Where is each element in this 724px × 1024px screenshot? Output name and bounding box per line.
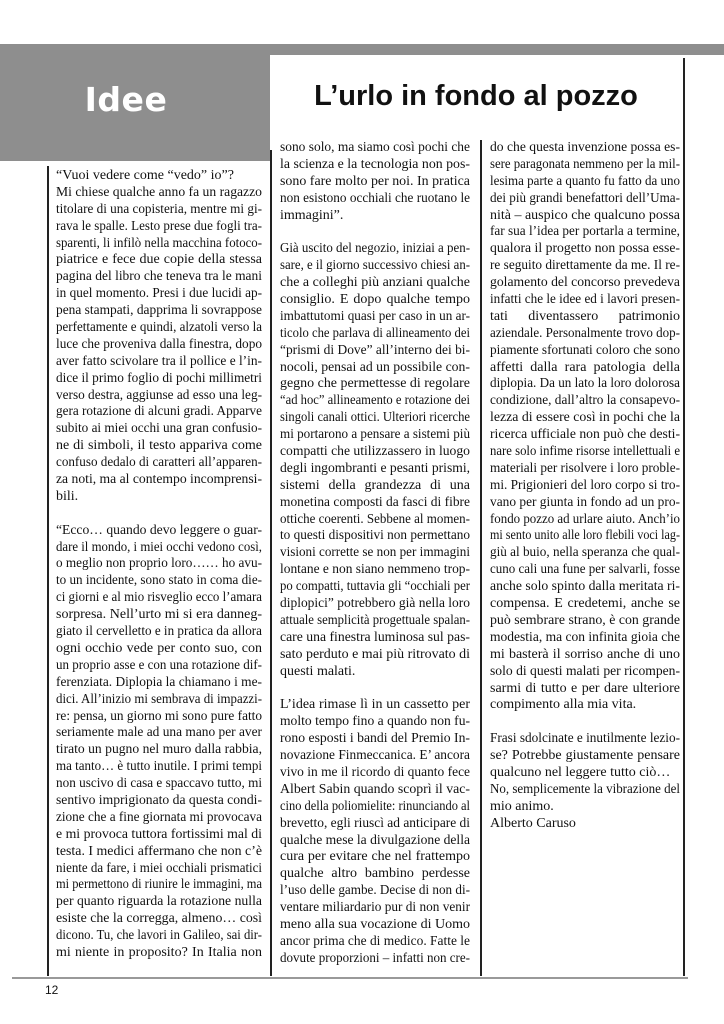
text-line-content: bili. [56, 488, 79, 504]
text-line [280, 545, 470, 562]
text-line [490, 579, 680, 596]
text-line-content: mi. Prigionieri del loro corpo si tro- [490, 477, 680, 493]
text-line-content: ticolo che parlava di allineamento dei [280, 325, 470, 341]
text-line-content: nare solo infime risorse intellettuali e [490, 444, 680, 460]
text-line [56, 337, 262, 354]
text-line [280, 360, 470, 377]
text-line-content: dice il primo foglio di pochi millimetri [56, 370, 262, 386]
text-line [490, 748, 680, 765]
text-line [56, 742, 262, 759]
text-line-content: nocoli, pensai ad un possibile con- [280, 359, 470, 375]
text-line-content: novazione Finmeccanica. E’ ancora [280, 748, 470, 764]
text-line [56, 303, 262, 320]
text-line [490, 275, 680, 292]
text-line [56, 421, 262, 438]
text-line-content: sato perduto e mai più ritrovato di [280, 646, 470, 662]
text-line [490, 528, 680, 545]
text-line-content: che a colleghi più anziani qualche [280, 275, 470, 291]
text-line [280, 833, 470, 850]
text-line-content: immagini”. [280, 207, 344, 223]
text-line-content: può sembrare strano, è con grande [490, 612, 680, 628]
text-line [280, 376, 470, 393]
text-line [56, 252, 262, 269]
text-line-content: titolare di una copisteria, mentre mi gi- [56, 201, 262, 217]
text-line [56, 202, 262, 219]
text-line-content: pagina del libro che teneva tra le mani [56, 269, 262, 285]
column-rule [480, 140, 482, 976]
text-line-content: tati diventassero patrimonio [490, 308, 680, 324]
text-line [490, 208, 680, 225]
text-line [56, 320, 262, 337]
text-line [490, 241, 680, 258]
text-line [490, 224, 680, 241]
text-line [280, 697, 470, 714]
text-line-content: monetina composti da fasci di fibre [280, 494, 470, 510]
text-line [490, 292, 680, 309]
text-line-content: solo di questi malati per ricompen- [490, 663, 680, 679]
text-line-content: se? Potrebbe giustamente pensare [490, 748, 680, 764]
text-line-content: care una finestra luminosa sul pas- [280, 629, 470, 645]
text-line-content: modestia, ma con infinita gioia che [490, 629, 680, 645]
text-line [56, 388, 262, 405]
text-line [280, 630, 470, 647]
text-line [56, 793, 262, 810]
text-line-content: imbattutomi quasi per caso in un ar- [280, 308, 470, 324]
text-line-content: visioni corrette se non per immagini [280, 545, 470, 561]
text-line-content: infatti che le idee ed i lavori presen- [490, 292, 680, 308]
text-line-content: singoli canali ottici. Ulteriori ricerche [280, 410, 470, 426]
text-line-content: mio animo. [490, 798, 554, 814]
text-line-content: qualcuno nel leggere tutto ciò… [490, 764, 671, 780]
text-line [56, 607, 262, 624]
text-line [280, 900, 470, 917]
text-line-content: niente da fare, i miei occhiali prismatici [56, 860, 262, 876]
text-line [56, 624, 262, 641]
text-line [56, 489, 262, 506]
column-rule [47, 166, 49, 976]
text-line-content: rava le spalle. Lesto prese due fogli tra- [56, 218, 262, 234]
text-line-content: l’uso delle gambe. Decise di non di- [280, 883, 470, 899]
text-line [280, 478, 470, 495]
text-line-content: sare, e il giorno successivo chiesi an- [280, 258, 470, 274]
text-line-content: “ad hoc” allineamento e rotazione dei [280, 393, 470, 409]
column-rule [683, 58, 685, 976]
text-line [280, 799, 470, 816]
text-line-content: nità – auspico che qualcuno possa [490, 207, 680, 223]
text-line [280, 410, 470, 427]
text-line [280, 140, 470, 157]
text-line-content: degli ingombranti e pesanti prismi, [280, 460, 470, 476]
text-line [490, 681, 680, 698]
text-line [280, 495, 470, 512]
text-line [280, 174, 470, 191]
text-line-content: qualche altro bambino perdesse [280, 866, 470, 882]
text-line-content: Alberto Caruso [490, 815, 576, 831]
text-line-content: la scienza e la tecnologia non pos- [280, 156, 470, 172]
text-line [490, 697, 680, 714]
text-line [490, 343, 680, 360]
text-line [56, 759, 262, 776]
text-line-content: compensa. E credetemi, anche se [490, 596, 680, 612]
text-line-content: fondo pozzo ad urlare aiuto. Anch’io [490, 511, 680, 527]
text-line [280, 664, 470, 681]
text-line [490, 545, 680, 562]
text-line [56, 911, 262, 928]
text-line [280, 883, 470, 900]
text-line [56, 861, 262, 878]
text-line-content: brevetto, egli riuscì ad anticipare di [280, 815, 470, 831]
text-line-content: golamento del concorso prevedeva [490, 275, 680, 291]
text-line [490, 140, 680, 157]
text-line [280, 427, 470, 444]
article-column-1 [56, 168, 262, 962]
text-line [280, 444, 470, 461]
text-line [490, 647, 680, 664]
text-line-content: ma tanto… è tutto inutile. I primi tempi [56, 759, 262, 775]
paragraph-gap [280, 681, 470, 698]
text-line [56, 168, 262, 185]
text-line [490, 393, 680, 410]
text-line [490, 360, 680, 377]
text-line [56, 844, 262, 861]
text-line-content: ricerca ufficiale non può che desti- [490, 427, 680, 443]
text-line-content: “Ecco… quando devo leggere o guar- [56, 522, 262, 538]
text-line-content: za noti, ma al contempo incomprensi- [56, 472, 262, 488]
text-line [490, 495, 680, 512]
text-line [56, 590, 262, 607]
text-line [280, 647, 470, 664]
text-line [490, 157, 680, 174]
text-line [56, 455, 262, 472]
text-line-content: do che questa invenzione possa es- [490, 140, 680, 155]
text-line-content: un proprio asse e con una rotazione dif- [56, 657, 262, 673]
text-line-content: verso destra, aggiunse ad esso una leg- [56, 387, 262, 403]
text-line [280, 714, 470, 731]
text-line [280, 866, 470, 883]
text-line-content: qualora il progetto non possa esse- [490, 241, 680, 257]
article-column-3 [490, 140, 680, 833]
paragraph-gap [490, 714, 680, 731]
text-line-content: questi malati. [280, 663, 356, 679]
text-line-content: vano per giunta in fondo ad un pro- [490, 494, 680, 510]
text-line [56, 269, 262, 286]
text-line-content: ottiche coerenti. Sebbene al momen- [280, 511, 470, 527]
text-line-content: diplopia. Da un lato la loro dolorosa [490, 376, 680, 392]
text-line [280, 275, 470, 292]
text-line [490, 258, 680, 275]
text-line [56, 354, 262, 371]
text-line-content: compimento alla mia vita. [490, 697, 637, 713]
text-line-content: giù al buio, nella speranza che qual- [490, 545, 680, 561]
text-line-content: ogni occhio vede per conto suo, con [56, 640, 262, 656]
text-line-content: non esistono occhiali che ruotano le [280, 190, 470, 206]
text-line-content: aver fatto scivolare tra il pollice e l’in- [56, 353, 262, 369]
text-line [280, 816, 470, 833]
text-line [56, 877, 262, 894]
text-line-content: dare il mondo, i miei occhi vedono così, [56, 539, 262, 555]
text-line-content: attuale semplicità progettuale spalan- [280, 612, 470, 628]
text-line [280, 292, 470, 309]
text-line-content: molto tempo fino a quando non fu- [280, 714, 470, 730]
text-line-content: mi niente in proposito? In Italia non [56, 944, 262, 960]
text-line [56, 641, 262, 658]
text-line [56, 219, 262, 236]
text-line-content: mi basterà il sorriso anche di uno [490, 646, 680, 662]
text-line-content: lontane e non siano nemmeno trop- [280, 562, 470, 578]
text-line [490, 427, 680, 444]
text-line-content: zione che a fine giornata mi provocava [56, 809, 262, 825]
text-line [56, 286, 262, 303]
text-line [280, 579, 470, 596]
text-line [56, 675, 262, 692]
text-line-content: ci giorni e al mio risveglio ecco l’amara [56, 590, 262, 606]
text-line [56, 404, 262, 421]
text-line [280, 917, 470, 934]
text-line [490, 664, 680, 681]
text-line-content: vivo in me il ricordo di quanto fece [280, 764, 470, 780]
text-line-content: in quel momento. Presi i due lucidi ap- [56, 286, 262, 302]
text-line [490, 376, 680, 393]
text-line [490, 512, 680, 529]
paragraph-gap [56, 506, 262, 523]
text-line [280, 596, 470, 613]
text-line [490, 613, 680, 630]
text-line-content: affetti dalla rara patologia della [490, 359, 680, 375]
column-rule [270, 150, 272, 976]
text-line-content: lesima parte a quanto fu fatto da uno [490, 173, 680, 189]
text-line [280, 748, 470, 765]
text-line-content: sorpresa. Nell’urto mi si era danneg- [56, 607, 262, 623]
text-line-content: piatrice e fece due copie della stessa [56, 252, 262, 268]
text-line-content: ferenziata. Diplopia la chiamano i me- [56, 674, 262, 690]
text-line-content: sparenti, li infilò nella macchina fotoco- [56, 235, 262, 251]
text-line-content: piamente sfortunati coloro che sono [490, 342, 680, 358]
text-line-content: pena stampati, dapprima li sovrappose [56, 303, 262, 319]
text-line [490, 799, 680, 816]
text-line [56, 556, 262, 573]
text-line-content: ne di simboli, il testo appariva come [56, 438, 262, 454]
text-line [280, 309, 470, 326]
text-line-content: seriamente male ad una mano per aver [56, 725, 262, 741]
text-line [490, 765, 680, 782]
text-line-content: anche solo spinto dalla meritata ri- [490, 579, 680, 595]
text-line [56, 540, 262, 557]
text-line [280, 731, 470, 748]
text-line-content: sono solo, ma siamo così pochi che [280, 140, 470, 155]
text-line [490, 191, 680, 208]
text-line [490, 444, 680, 461]
text-line [56, 573, 262, 590]
text-line-content: mi permettono di riunire le immagini, ma [56, 877, 262, 893]
text-line-content: luce che proveniva dalla finestra, dopo [56, 336, 262, 352]
text-line [280, 613, 470, 630]
text-line [490, 596, 680, 613]
text-line-content: meno alla sua vocazione di Uomo [280, 916, 470, 932]
text-line-content: dicono. Tu, che lavori in Galileo, sai dir- [56, 928, 262, 944]
text-line [280, 208, 470, 225]
text-line [56, 725, 262, 742]
text-line [280, 951, 470, 968]
text-line [490, 478, 680, 495]
text-line [490, 562, 680, 579]
text-line [56, 523, 262, 540]
text-line-content: L’idea rimase lì in un cassetto per [280, 697, 470, 713]
text-line-content: non uscivo di casa e spaccavo tutto, mi [56, 776, 262, 792]
text-line-content: mi sento unito alle loro flebili voci lag- [490, 528, 680, 544]
text-line [490, 630, 680, 647]
text-line-content: lezza di essere così in pochi che la [490, 410, 680, 426]
text-line [280, 326, 470, 343]
text-line-content: tirato un pugno nel muro dalla rabbia, [56, 742, 262, 758]
text-line-content: re seguito direttamente da me. Il re- [490, 258, 680, 274]
text-line-content: esiste che la corregga, almeno… così [56, 911, 262, 927]
text-line [490, 731, 680, 748]
text-line-content: “Vuoi vedere come “vedo” io”? [56, 168, 234, 183]
text-line [280, 528, 470, 545]
text-line [56, 658, 262, 675]
text-line-content: consiglio. E dopo qualche tempo [280, 292, 470, 308]
text-line-content: gera rotazione di alcuni gradi. Apparve [56, 404, 262, 420]
text-line-content: sistemi della grandezza di una [280, 477, 470, 493]
text-line [56, 185, 262, 202]
text-line-content: cuno cali una fune per salvarli, fosse [490, 562, 680, 578]
text-line-content: o meglio non proprio loro…… ho avu- [56, 556, 262, 572]
paragraph-gap [280, 224, 470, 241]
text-line [280, 393, 470, 410]
text-line-content: aziendale. Personalmente trovo dop- [490, 325, 680, 341]
text-line-content: Albert Sabin quando scoprì il vac- [280, 781, 470, 797]
text-line-content: giato il cervelletto e in pratica da allora [56, 624, 262, 640]
text-line-content: Mi chiese qualche anno fa un ragazzo [56, 184, 262, 200]
text-line [490, 309, 680, 326]
text-line [56, 945, 262, 962]
text-line-content: sono fare molto per noi. In pratica [280, 173, 470, 189]
text-line [490, 782, 680, 799]
text-line [280, 849, 470, 866]
text-line [56, 810, 262, 827]
text-line [280, 765, 470, 782]
text-line-content: re: pensa, un giorno mi sono pure fatto [56, 708, 262, 724]
text-line [56, 371, 262, 388]
text-line [56, 236, 262, 253]
text-line [280, 562, 470, 579]
text-line [56, 827, 262, 844]
text-line [280, 241, 470, 258]
text-line-content: condizione, dall’altro la consapevo- [490, 393, 680, 409]
text-line-content: cino della poliomielite: rinunciando al [280, 798, 470, 814]
text-line-content: compatti che utilizzassero in luogo [280, 444, 470, 460]
text-line [490, 326, 680, 343]
page-number: 12 [45, 983, 59, 997]
text-line [56, 438, 262, 455]
text-line-content: materiali per risolvere i loro proble- [490, 460, 680, 476]
text-line [56, 709, 262, 726]
article-title: L’urlo in fondo al pozzo [314, 80, 638, 112]
text-line-content: confuso dedalo di caratteri all’apparen- [56, 455, 262, 471]
section-title: Idee [84, 80, 168, 119]
text-line [280, 191, 470, 208]
text-line-content: dovute proporzioni – infatti non cre- [280, 950, 470, 966]
footer-rule [12, 977, 688, 979]
text-line [490, 410, 680, 427]
text-line-content: diplopici” potrebbero già nella loro [280, 596, 470, 612]
text-line [56, 472, 262, 489]
text-line [490, 461, 680, 478]
text-line-content: to questi dispositivi non permettano [280, 528, 470, 544]
text-line-content: subito ai miei occhi una gran confusio- [56, 421, 262, 437]
text-line-content: ventare miliardario pur di non venir [280, 900, 470, 916]
text-line-content: “prismi di Dove” all’interno dei bi- [280, 342, 470, 358]
text-line-content: qualche mese la divulgazione della [280, 832, 470, 848]
text-line [56, 692, 262, 709]
text-line-content: No, semplicemente la vibrazione del [490, 781, 680, 797]
text-line-content: Frasi sdolcinate e inutilmente lezio- [490, 731, 680, 747]
text-line [490, 174, 680, 191]
text-line-content: testa. I medici affermano che non c’è [56, 843, 262, 859]
article-column-2 [280, 140, 470, 968]
text-line-content: perfettamente e quindi, alzatoli verso la [56, 320, 262, 336]
text-line-content: Già uscito del negozio, iniziai a pen- [280, 241, 470, 257]
text-line-content: mi portarono a pensare a sistemi più [280, 427, 470, 443]
text-line [280, 782, 470, 799]
text-line [56, 776, 262, 793]
text-line-content: sentivo imprigionato da questa condi- [56, 792, 262, 808]
text-line-content: dici. All’inizio mi sembrava di impazzi- [56, 691, 262, 707]
text-line-content: sere paragonata nemmeno per la mil- [490, 156, 680, 172]
text-line [280, 512, 470, 529]
text-line-content: to un incidente, sono stato in coma die- [56, 573, 262, 589]
text-line-content: e mi provoca tuttora fortissimi mal di [56, 826, 262, 842]
text-line [280, 343, 470, 360]
text-line-content: cura per evitare che nel frattempo [280, 849, 470, 865]
text-line-content: dei più grandi benefattori dell’Uma- [490, 190, 680, 206]
text-line-content: ancor prima che di medico. Fatte le [280, 933, 470, 949]
text-line [56, 928, 262, 945]
text-line-content: per quanto riguarda la rotazione nulla [56, 894, 262, 910]
text-line-content: sarmi di tutto e per dare ulteriore [490, 680, 680, 696]
text-line-content: far sua l’idea per portarla a termine, [490, 224, 680, 240]
text-line [280, 157, 470, 174]
text-line [56, 894, 262, 911]
text-line-content: rono esposti i bandi del Premio In- [280, 731, 470, 747]
text-line [280, 461, 470, 478]
text-line [280, 258, 470, 275]
text-line [280, 934, 470, 951]
text-line-content: po compatti, tuttavia gli “occhiali per [280, 579, 470, 595]
text-line [490, 816, 680, 833]
text-line-content: gegno che permettesse di regolare [280, 376, 470, 392]
